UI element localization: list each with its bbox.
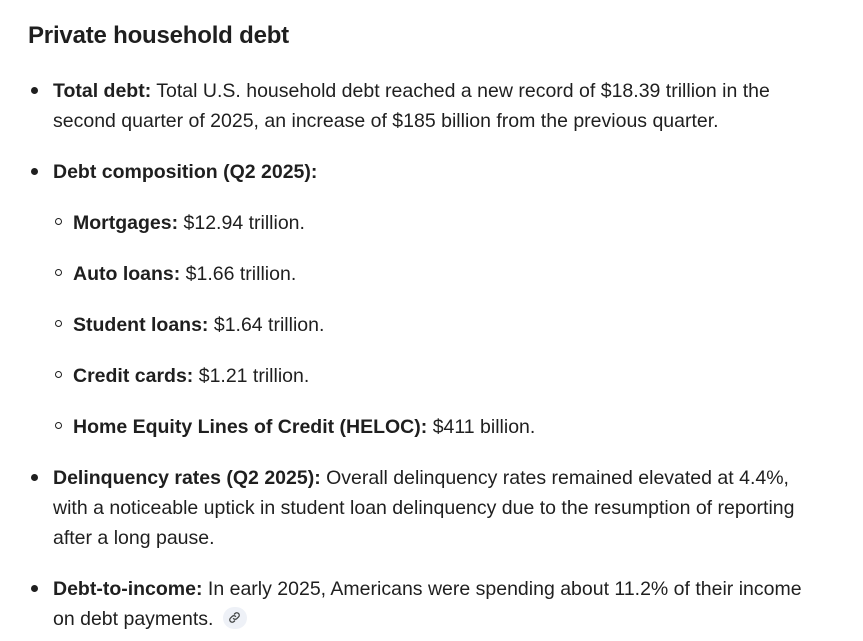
total-debt-text-1: Total U.S. household debt reached a new record of $18.39 trillion in the bbox=[156, 80, 770, 102]
total-debt-line-2 bbox=[53, 106, 719, 136]
debt-to-income-text-1: In early 2025, Americans were spending about 11.2% of their income bbox=[207, 578, 802, 600]
heloc-label: Home Equity Lines of Credit (HELOC): bbox=[73, 416, 428, 438]
bullet-dot bbox=[31, 585, 38, 592]
sub-bullet-circle bbox=[55, 218, 62, 225]
delinquency-line-1 bbox=[53, 463, 789, 493]
link-icon bbox=[228, 611, 241, 624]
bullet-dot bbox=[31, 87, 38, 94]
sub-item-heloc bbox=[73, 412, 535, 442]
debt-to-income-text-2: on debt payments. bbox=[53, 608, 214, 630]
delinquency-line-2 bbox=[53, 493, 794, 523]
mortgages-label: Mortgages: bbox=[73, 212, 179, 234]
sub-item-credit-cards bbox=[73, 361, 309, 391]
delinquency-label: Delinquency rates (Q2 2025): bbox=[53, 467, 321, 489]
delinquency-line-3 bbox=[53, 523, 215, 553]
sub-bullet-circle bbox=[55, 269, 62, 276]
debt-composition-label: Debt composition (Q2 2025): bbox=[53, 161, 318, 183]
section-heading: Private household debt bbox=[28, 22, 289, 49]
delinquency-text-1: Overall delinquency rates remained elevated at 4.4%, bbox=[326, 467, 789, 489]
debt-to-income-line-2 bbox=[53, 604, 247, 634]
total-debt-line-1 bbox=[53, 76, 770, 106]
debt-to-income-line-1 bbox=[53, 574, 802, 604]
sub-item-auto-loans bbox=[73, 259, 296, 289]
sub-bullet-circle bbox=[55, 320, 62, 327]
debt-composition-line bbox=[53, 157, 317, 187]
source-link-chip[interactable] bbox=[223, 607, 247, 629]
credit-cards-value: $1.21 trillion. bbox=[198, 365, 310, 387]
auto-loans-label: Auto loans: bbox=[73, 263, 181, 285]
student-loans-value: $1.64 trillion. bbox=[213, 314, 325, 336]
bullet-dot bbox=[31, 168, 38, 175]
heloc-value: $411 billion. bbox=[432, 416, 536, 438]
student-loans-label: Student loans: bbox=[73, 314, 209, 336]
total-debt-label: Total debt: bbox=[53, 80, 152, 102]
sub-bullet-circle bbox=[55, 371, 62, 378]
sub-item-student-loans bbox=[73, 310, 324, 340]
mortgages-value: $12.94 trillion. bbox=[183, 212, 305, 234]
delinquency-text-3: after a long pause. bbox=[53, 527, 215, 549]
auto-loans-value: $1.66 trillion. bbox=[185, 263, 297, 285]
debt-to-income-label: Debt-to-income: bbox=[53, 578, 203, 600]
credit-cards-label: Credit cards: bbox=[73, 365, 194, 387]
sub-item-mortgages bbox=[73, 208, 305, 238]
bullet-dot bbox=[31, 474, 38, 481]
sub-bullet-circle bbox=[55, 422, 62, 429]
delinquency-text-2: with a noticeable uptick in student loan delinquency due to the resumption of reporting bbox=[53, 497, 795, 519]
total-debt-text-2: second quarter of 2025, an increase of $185 billion from the previous quarter. bbox=[53, 110, 719, 132]
